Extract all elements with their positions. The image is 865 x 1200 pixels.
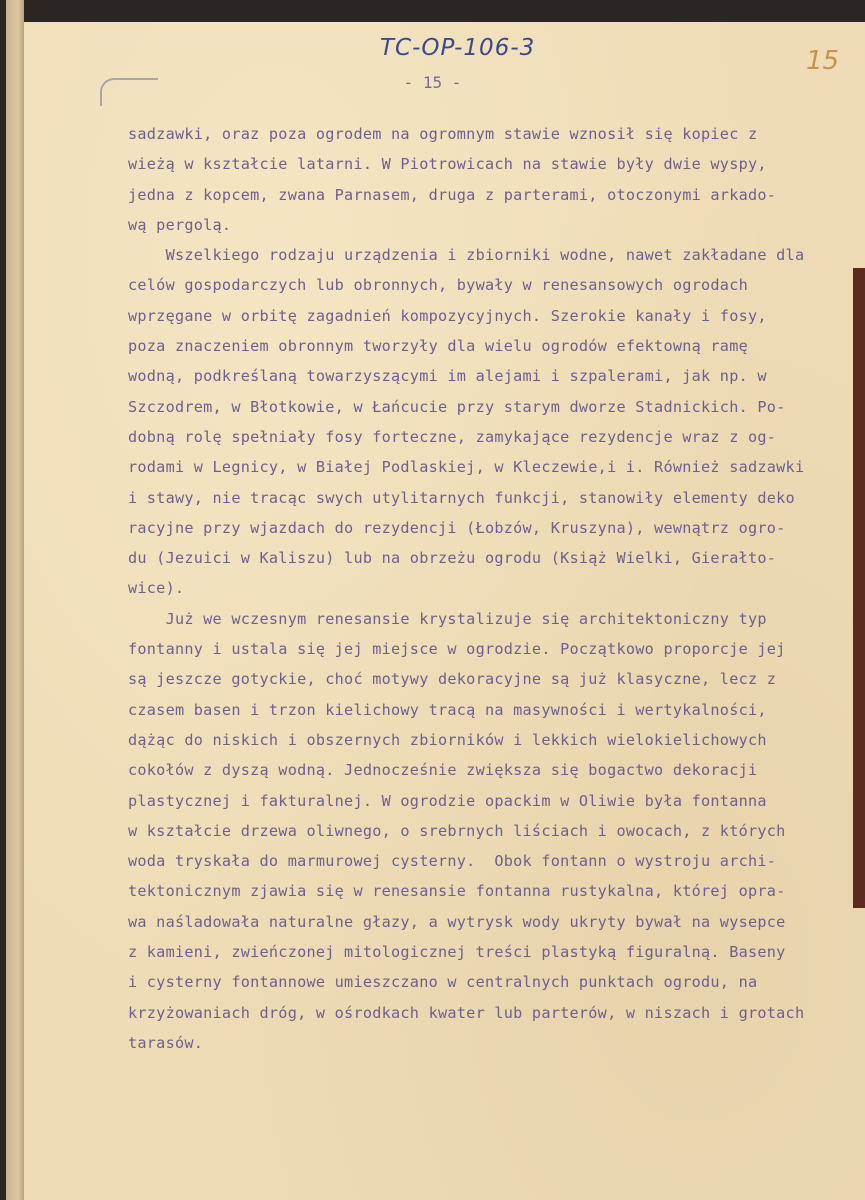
text-line: wieżą w kształcie latarni. W Piotrowicach na stawie były dwie wyspy, (128, 155, 767, 174)
text-line: dążąc do niskich i obszernych zbiorników i lekkich wielokielichowych (128, 730, 767, 749)
body-text (128, 119, 856, 1058)
text-line: jedna z kopcem, zwana Parnasem, druga z parterami, otoczonymi arkado- (128, 185, 777, 204)
text-line: plastycznej i fakturalnej. W ogrodzie opackim w Oliwie była fontanna (128, 791, 767, 810)
text-line: celów gospodarczych lub obronnych, bywały w renesansowych ogrodach (128, 276, 748, 295)
text-line: czasem basen i trzon kielichowy tracą na masywności i wertykalności, (128, 700, 767, 719)
text-line: poza znaczeniem obronnym tworzyły dla wielu ogrodów efektowną ramę (128, 337, 748, 356)
text-line: du (Jezuici w Kaliszu) lub na obrzeżu ogrodu (Książ Wielki, Gierałto- (128, 549, 777, 568)
text-line: i cysterny fontannowe umieszczano w centralnych punktach ogrodu, na (128, 973, 758, 992)
text-line: fontanny i ustala się jej miejsce w ogrodzie. Początkowo proporcje jej (128, 640, 786, 659)
text-line: dobną rolę spełniały fosy forteczne, zamykające rezydencje wraz z og- (128, 427, 777, 446)
text-line: i stawy, nie tracąc swych utylitarnych funkcji, stanowiły elementy deko (128, 488, 795, 507)
text-line: są jeszcze gotyckie, choć motywy dekoracyjne są już klasyczne, lecz z (128, 670, 777, 689)
text-line: sadzawki, oraz poza ogrodem na ogromnym stawie wznosił się kopiec z (128, 125, 758, 143)
text-line: w kształcie drzewa oliwnego, o srebrnych liściach i owocach, z których (128, 821, 786, 840)
page-number: - 15 - (403, 73, 462, 92)
text-line: wą pergolą. (128, 215, 232, 234)
text-line: tarasów. (128, 1033, 204, 1052)
text-line: wice). (128, 579, 185, 598)
folio-number: 15 (806, 46, 840, 76)
pencil-mark (100, 78, 158, 106)
text-line: tektonicznym zjawia się w renesansie fontanna rustykalna, której opra- (128, 882, 786, 901)
text-line: Już we wczesnym renesansie krystalizuje się architektoniczny typ (128, 609, 767, 628)
binding-edge (0, 0, 24, 1200)
text-line: cokołów z dyszą wodną. Jednocześnie zwiększa się bogactwo dekoracji (128, 761, 758, 780)
text-line: racyjne przy wjazdach do rezydencji (Łobzów, Kruszyna), wewnątrz ogro- (128, 518, 786, 537)
text-line: wa naśladowała naturalne głazy, a wytrysk wody ukryty bywał na wysepce (128, 912, 786, 931)
text-line: z kamieni, zwieńczonej mitologicznej treści plastyką figuralną. Baseny (128, 943, 786, 962)
text-line: wprzęgane w orbitę zagadnień kompozycyjnych. Szerokie kanały i fosy, (128, 306, 767, 325)
reference-code: TC-OP-106-3 (380, 35, 536, 61)
text-line: wodną, podkreślaną towarzyszącymi im alejami i szpalerami, jak np. w (128, 367, 767, 386)
text-line: Wszelkiego rodzaju urządzenia i zbiorniki wodne, nawet zakładane dla (128, 246, 805, 265)
text-line: krzyżowaniach dróg, w ośrodkach kwater lub parterów, w niszach i grotach (128, 1003, 805, 1022)
text-line: Szczodrem, w Błotkowie, w Łańcucie przy starym dworze Stadnickich. Po- (128, 397, 786, 416)
text-line: rodami w Legnicy, w Białej Podlaskiej, w Kleczewie,i i. Również sadzawki (128, 458, 805, 477)
text-line: woda tryskała do marmurowej cysterny. Obok fontann o wystroju archi- (128, 852, 777, 871)
